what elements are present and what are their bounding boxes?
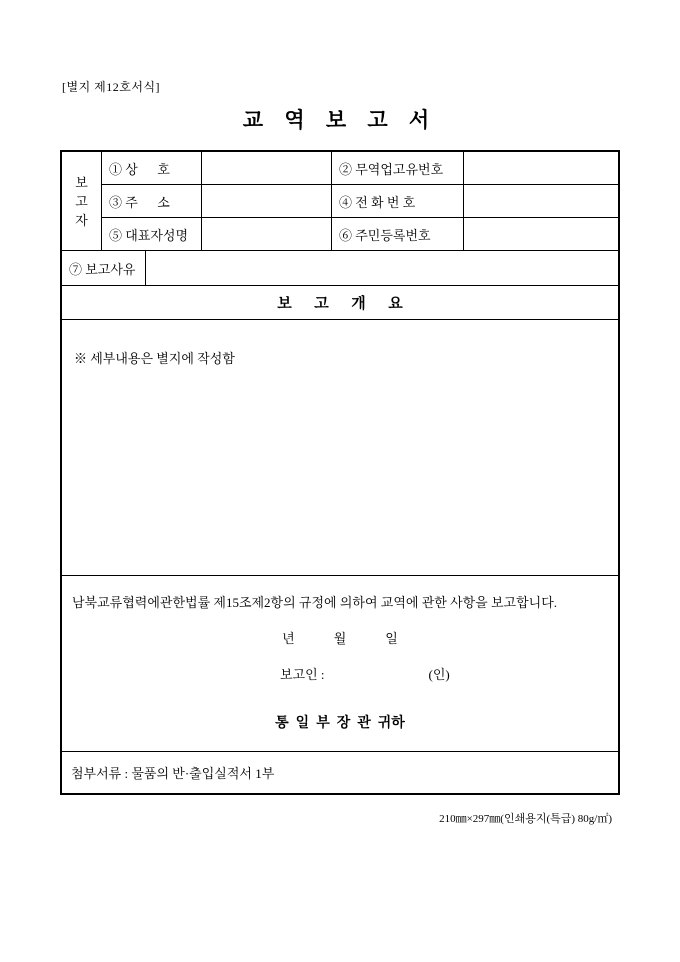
address-field[interactable] (202, 185, 332, 218)
paper-size-note: 210㎜×297㎜(인쇄용지(특급) 80g/㎡) (439, 813, 612, 825)
report-reason-row (62, 251, 618, 286)
representative-name-field[interactable] (202, 218, 332, 251)
company-name-field[interactable] (202, 152, 332, 185)
phone-number-field[interactable] (464, 185, 618, 218)
resident-registration-number-label: ⑥ 주민등록번호 (332, 218, 464, 251)
phone-number-label: ④ 전 화 번 호 (332, 185, 464, 218)
signer-label: 보고인 : (280, 667, 325, 682)
resident-registration-number-field[interactable] (464, 218, 618, 251)
reporter-group-char: 자 (75, 212, 88, 228)
trade-license-number-field[interactable] (464, 152, 618, 185)
reporter-section (62, 152, 618, 251)
report-reason-label: ⑦ 보고사유 (62, 251, 146, 285)
report-reason-field[interactable] (146, 251, 618, 285)
address-label: ③ 주 소 (102, 185, 202, 218)
company-name-label: ① 상 호 (102, 152, 202, 185)
representative-name-label: ⑤ 대표자성명 (102, 218, 202, 251)
trade-report-form (60, 150, 620, 795)
date-line: 년 월 일 (282, 631, 398, 646)
report-summary-header: 보 고 개 요 (62, 286, 618, 320)
recipient-line: 통 일 부 장 관 귀하 (275, 716, 405, 731)
attachment-note: 첨부서류 : 물품의 반·출입실적서 1부 (71, 766, 275, 781)
reporter-group-char: 고 (75, 193, 88, 209)
annex-form-number: [별지 제12호서식] (62, 80, 161, 94)
signer-line (280, 664, 450, 683)
reporter-group-char: 보 (75, 174, 88, 190)
summary-note: ※ 세부내용은 별지에 작성함 (74, 351, 235, 366)
declaration-section (62, 576, 618, 752)
trade-license-number-label: ② 무역업고유번호 (332, 152, 464, 185)
seal-mark: (인) (428, 667, 450, 682)
report-summary-area[interactable] (62, 320, 618, 576)
reporter-group-label (62, 152, 102, 251)
declaration-statement: 남북교류협력에관한법률 제15조제2항의 규정에 의하여 교역에 관한 사항을 보고합니다. (72, 595, 558, 610)
page-title: 교 역 보 고 서 (242, 108, 438, 132)
